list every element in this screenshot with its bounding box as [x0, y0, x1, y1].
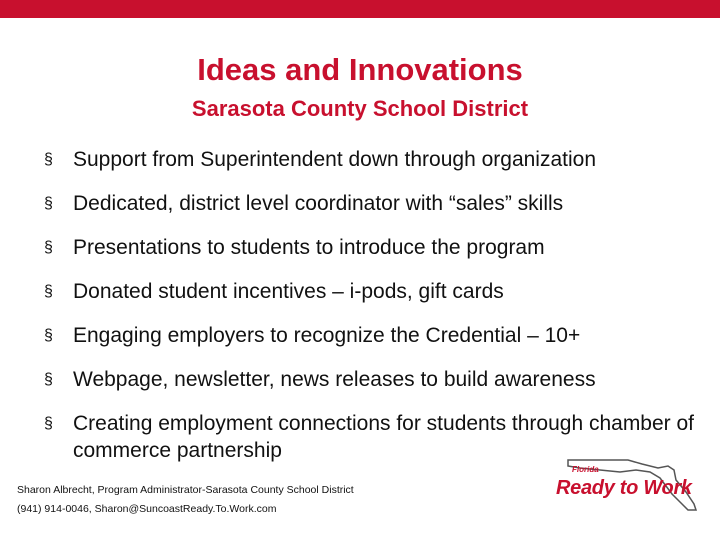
bullet-item-5 — [44, 322, 704, 349]
ready-to-work-logo — [550, 452, 710, 512]
bullet-item-4 — [44, 278, 704, 305]
bullet-marker-icon: § — [44, 239, 53, 256]
bullet-marker-icon: § — [44, 195, 53, 212]
bullet-item-2 — [44, 190, 704, 217]
logo-florida-text: Florida — [572, 465, 599, 474]
bullet-item-1 — [44, 146, 704, 173]
bullet-marker-icon: § — [44, 283, 53, 300]
bullet-text: Webpage, newsletter, news releases to build awareness — [73, 368, 596, 391]
footer-phone-email-line: (941) 914-0046, Sharon@SuncoastReady.To.Work.com — [17, 503, 277, 515]
bullet-text: Creating employment connections for students through chamber of commerce partnership — [73, 412, 695, 462]
bullet-item-3 — [44, 234, 704, 261]
top-accent-bar — [0, 0, 720, 18]
bullet-marker-icon: § — [44, 151, 53, 168]
bullet-item-6 — [44, 366, 704, 393]
bullet-text: Support from Superintendent down through organization — [73, 148, 597, 171]
footer-contact — [17, 481, 354, 519]
logo-ready-to-work-text: Ready to Work — [556, 477, 692, 499]
bullet-marker-icon: § — [44, 371, 53, 388]
bullet-text: Presentations to students to introduce the program — [73, 236, 545, 259]
bullet-marker-icon: § — [44, 415, 53, 432]
footer-name-line: Sharon Albrecht, Program Administrator-Sarasota County School District — [17, 484, 354, 496]
slide-subtitle: Sarasota County School District — [191, 96, 529, 121]
bullet-text: Engaging employers to recognize the Credential – 10+ — [73, 324, 581, 347]
bullet-list — [44, 146, 704, 481]
slide-title: Ideas and Innovations — [197, 52, 523, 87]
bullet-text: Dedicated, district level coordinator with “sales” skills — [73, 192, 564, 215]
bullet-marker-icon: § — [44, 327, 53, 344]
bullet-text: Donated student incentives – i-pods, gift cards — [73, 280, 504, 303]
